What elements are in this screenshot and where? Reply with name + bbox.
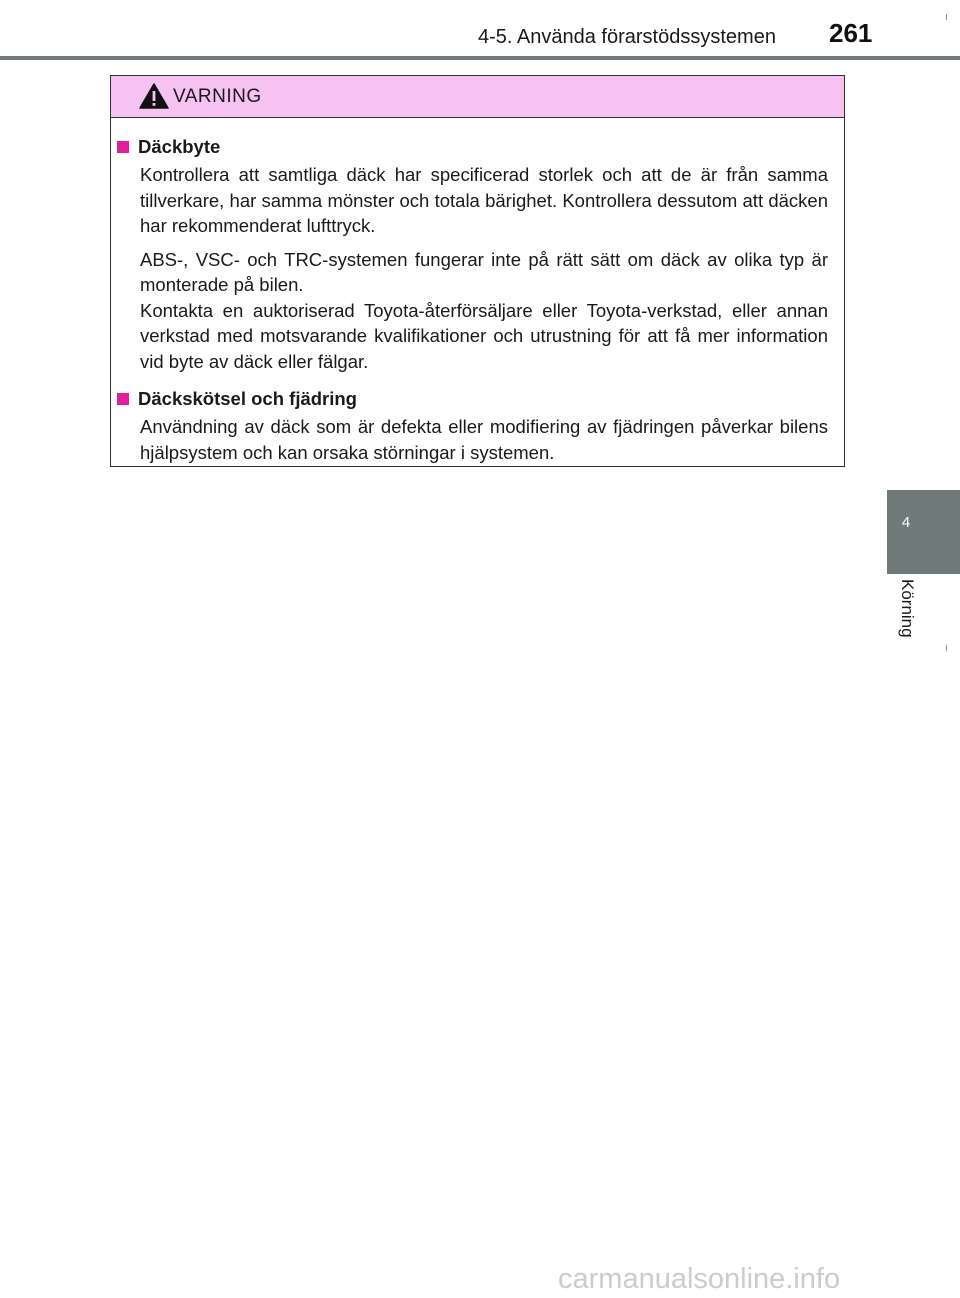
watermark-logo (558, 1262, 948, 1296)
svg-text:carmanualsonline.info: carmanualsonline.info (558, 1263, 841, 1295)
warning-header (111, 76, 844, 118)
square-bullet-icon (117, 141, 129, 153)
warning-body (111, 118, 844, 465)
section-heading-label: Däckskötsel och fjädring (138, 388, 357, 409)
section-heading-tire-change (115, 136, 828, 158)
paragraph: Kontakta en auktoriserad Toyota-återförsäljare eller Toyota-verkstad, eller annan verkstad med motsvarande kvalifikationer och utrustning för att få mer information vid byte av däck eller fälgar. (140, 299, 828, 372)
section-heading-label: Däckbyte (138, 136, 221, 157)
section-heading-tire-care-suspension (115, 388, 828, 410)
paragraph: Användning av däck som är defekta eller modifiering av fjädringen påverkar bilens hjälpsystem och kan orsaka störningar i systemen. (140, 416, 828, 463)
section-title: 4-5. Använda förarstödssystemen (478, 26, 776, 48)
warning-box (110, 75, 845, 467)
page-number: 261 (829, 18, 873, 48)
chapter-tab (887, 490, 960, 574)
square-bullet-icon (117, 393, 129, 405)
crop-mark (946, 14, 947, 20)
header-rule (0, 56, 960, 60)
crop-mark (946, 645, 947, 651)
chapter-number: 4 (901, 514, 911, 531)
paragraph: ABS-, VSC- och TRC-systemen fungerar inte på rätt sätt om däck av olika typ är monterade på bilen. (140, 248, 828, 295)
warning-label: VARNING (173, 86, 262, 107)
chapter-label: Körning (898, 579, 917, 638)
paragraph: Kontrollera att samtliga däck har specificerad storlek och att de är från samma tillverkare, har samma mönster och totala bärighet. Kontrollera dessutom att däcken har rekommenderat lufttryck. (140, 164, 828, 236)
warning-triangle-icon (139, 83, 169, 109)
